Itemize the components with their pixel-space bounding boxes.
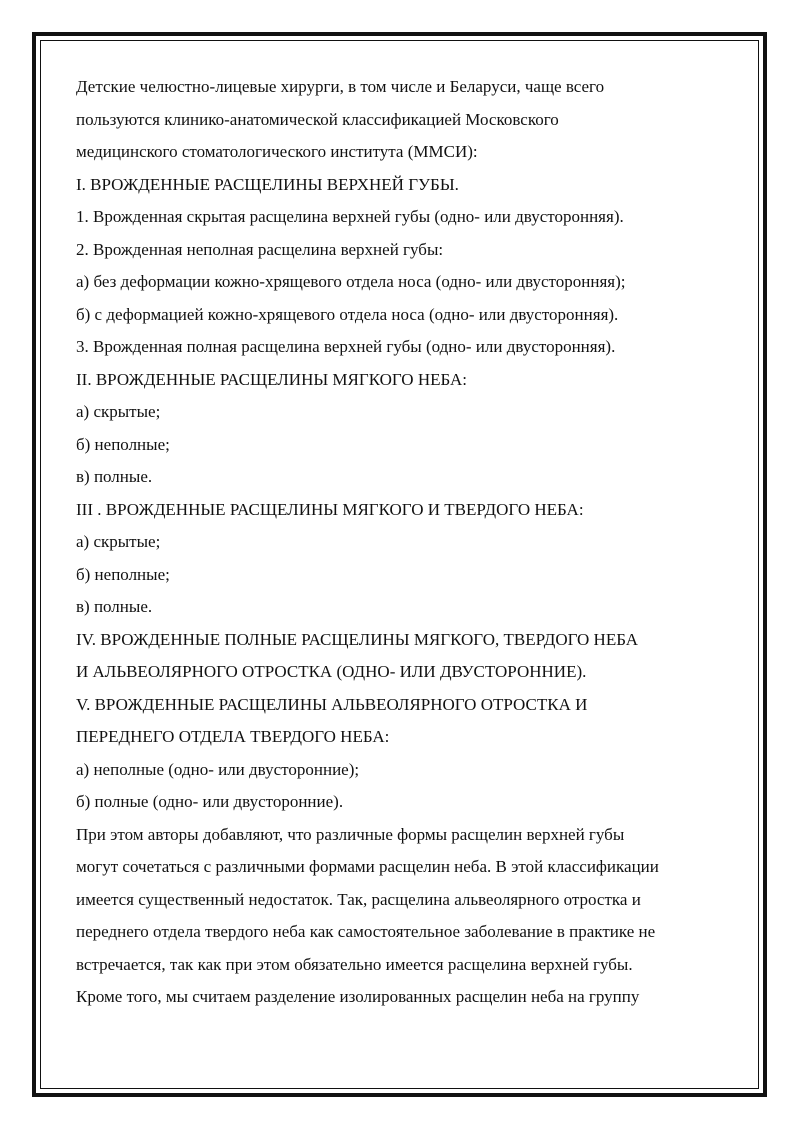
text-line: При этом авторы добавляют, что различные формы расщелин верхней губы [76,824,625,844]
text-line: Кроме того, мы считаем разделение изолированных расщелин неба на группу [76,987,640,1006]
list-subitem: б) неполные; [76,564,170,584]
list-item: 3. Врожденная полная расщелина верхней губы (одно- или двусторонняя). [76,337,616,356]
list-item: 1. Врожденная скрытая расщелина верхней губы (одно- или двусторонняя). [76,207,624,226]
document-body [76,71,736,1014]
section-heading: III . ВРОЖДЕННЫЕ РАСЩЕЛИНЫ МЯГКОГО И ТВЕРДОГО НЕБА: [76,499,584,519]
text-line: имеется существенный недостаток. Так, расщелина альвеолярного отростка и [76,889,641,909]
list-subitem: в) полные. [76,467,153,486]
list-subitem: в) полные. [76,597,153,616]
text-line: переднего отдела твердого неба как самостоятельное заболевание в практике не [76,922,656,941]
text-line: могут сочетаться с различными формами расщелин неба. В этой классификации [76,857,659,876]
section-heading: ПЕРЕДНЕГО ОТДЕЛА ТВЕРДОГО НЕБА: [76,727,390,746]
list-subitem: а) скрытые; [76,402,161,421]
section-heading: И АЛЬВЕОЛЯРНОГО ОТРОСТКА (ОДНО- ИЛИ ДВУСТОРОННИЕ). [76,662,587,681]
text-line: пользуются клинико-анатомической классификацией Московского [76,109,559,129]
section-heading: V. ВРОЖДЕННЫЕ РАСЩЕЛИНЫ АЛЬВЕОЛЯРНОГО ОТРОСТКА И [76,694,588,714]
list-subitem: б) неполные; [76,434,170,454]
list-subitem: б) полные (одно- или двусторонние). [76,792,344,811]
text-line: медицинского стоматологического института (ММСИ): [76,142,478,161]
list-subitem: а) неполные (одно- или двусторонние); [76,759,360,779]
list-item: 2. Врожденная неполная расщелина верхней губы: [76,239,444,259]
text-line: встречается, так как при этом обязательно имеется расщелина верхней губы. [76,954,633,974]
section-heading: I. ВРОЖДЕННЫЕ РАСЩЕЛИНЫ ВЕРХНЕЙ ГУБЫ. [76,174,459,194]
list-subitem: б) с деформацией кожно-хрящевого отдела носа (одно- или двусторонняя). [76,304,619,324]
section-heading: II. ВРОЖДЕННЫЕ РАСЩЕЛИНЫ МЯГКОГО НЕБА: [76,369,468,389]
text-line: Детские челюстно-лицевые хирурги, в том числе и Беларуси, чаще всего [76,77,605,96]
list-subitem: а) без деформации кожно-хрящевого отдела носа (одно- или двусторонняя); [76,272,626,291]
list-subitem: а) скрытые; [76,532,161,551]
section-heading: IV. ВРОЖДЕННЫЕ ПОЛНЫЕ РАСЩЕЛИНЫ МЯГКОГО, ТВЕРДОГО НЕБА [76,629,639,649]
